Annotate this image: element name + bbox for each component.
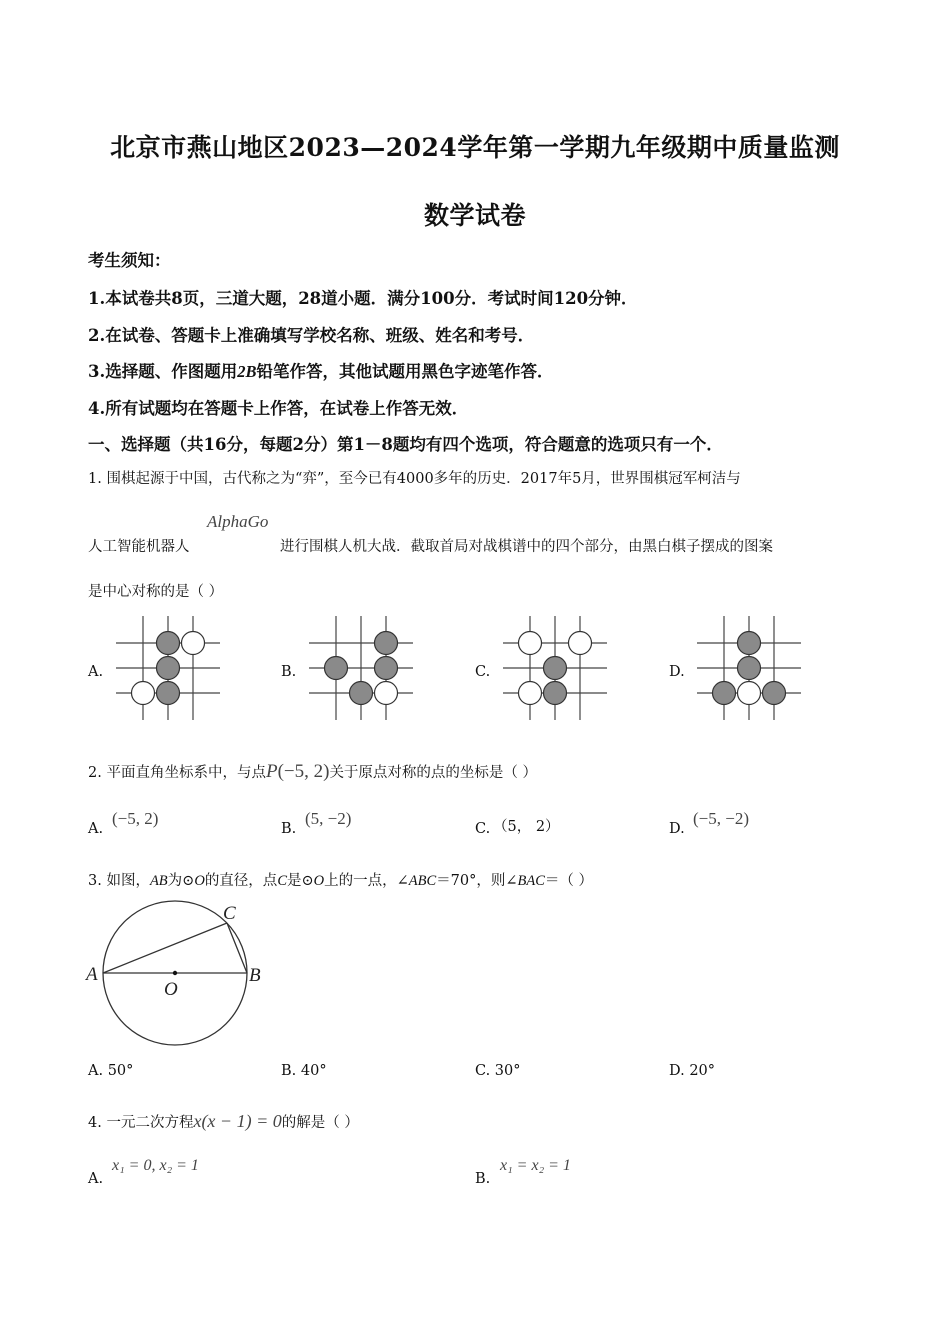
white-stone — [519, 632, 542, 655]
black-stone — [763, 682, 786, 705]
notice-item-3 — [88, 358, 554, 382]
q2-text-b: 关于原点对称的点的坐标是（ ） — [329, 765, 538, 781]
q4-text-b: 的解是（ ） — [281, 1115, 359, 1131]
white-stone — [375, 682, 398, 705]
notice-heading: 考生须知： — [88, 251, 171, 270]
q3-circle-o: O — [194, 873, 205, 889]
q4-option-b-label: B. — [475, 1171, 491, 1187]
q3-option-b: B. 40° — [281, 1063, 327, 1079]
notice-item-1: 1.本试卷共8页，三道大题，28道小题．满分100分．考试时间120分钟． — [88, 289, 638, 308]
page-title: 北京市燕山地区2023—2024学年第一学期九年级期中质量监测 — [110, 133, 840, 162]
q2-option-d-value: (−5, −2) — [693, 809, 749, 828]
label-o: O — [164, 979, 178, 1000]
q3-angle-bac: BAC — [517, 873, 545, 889]
q3-text-a: 3. 如图， — [88, 873, 150, 889]
black-stone — [375, 657, 398, 680]
go-diagram-d — [697, 616, 801, 720]
black-stone — [375, 632, 398, 655]
alphago-label: AlphaGo — [207, 512, 269, 531]
white-stone — [519, 682, 542, 705]
q1-line2a: 人工智能机器人 — [88, 539, 190, 555]
go-diagram-b — [309, 616, 413, 720]
q3-point-c: C — [277, 873, 287, 889]
label-b: B — [249, 965, 261, 986]
q3-text-e: 上的一点，∠ — [324, 873, 409, 889]
black-stone — [157, 632, 180, 655]
q3-text-f: ＝70°，则∠ — [436, 873, 518, 889]
q4-equation: x(x − 1) = 0 — [193, 1111, 282, 1131]
q4-question — [88, 1111, 359, 1132]
notice-item-4: 4.所有试题均在答题卡上作答，在试卷上作答无效． — [88, 399, 469, 418]
label-a: A — [86, 964, 98, 985]
notice-item-2: 2.在试卷、答题卡上准确填写学校名称、班级、姓名和考号． — [88, 326, 535, 345]
q3-segment-ab: AB — [149, 873, 168, 889]
q3-circle-o-2: O — [313, 873, 325, 889]
q3-angle-abc: ABC — [408, 873, 437, 889]
q1-line2b: 进行围棋人机大战．截取首局对战棋谱中的四个部分，由黑白棋子摆成的图案 — [280, 539, 773, 555]
black-stone — [157, 682, 180, 705]
q1-line3: 是中心对称的是（ ） — [88, 584, 224, 600]
q1-option-b-label: B. — [281, 664, 297, 680]
go-diagram-c — [503, 616, 607, 720]
go-diagram-a — [116, 616, 220, 720]
q1-option-c-label: C. — [475, 664, 491, 680]
q2-option-c-value: （5， 2） — [493, 819, 560, 835]
white-stone — [182, 632, 205, 655]
q2-text-a: 2. 平面直角坐标系中，与点 — [88, 765, 266, 781]
black-stone — [713, 682, 736, 705]
q3-text-d: 是⊙ — [286, 873, 314, 889]
black-stone — [738, 657, 761, 680]
q1-option-a-label: A. — [88, 664, 104, 680]
white-stone — [132, 682, 155, 705]
q3-option-c: C. 30° — [475, 1063, 521, 1079]
q2-question — [88, 761, 537, 783]
q3-option-d: D. 20° — [669, 1063, 716, 1079]
center-dot — [173, 971, 177, 975]
q2-option-a-value: (−5, 2) — [112, 809, 159, 828]
label-c: C — [223, 903, 236, 924]
q2-option-c-label: C. — [475, 821, 491, 837]
q3-question — [88, 869, 593, 890]
chord-ac — [103, 923, 227, 973]
page-subtitle: 数学试卷 — [423, 201, 526, 230]
pencil-grade: 2B — [237, 362, 257, 381]
chord-bc — [227, 923, 247, 973]
q2-option-a-label: A. — [88, 821, 104, 837]
black-stone — [544, 657, 567, 680]
q3-text-b: 为⊙ — [167, 873, 195, 889]
q4-option-b-value: x₁ = x₂ = 1 — [500, 1157, 571, 1174]
q2-option-d-label: D. — [669, 821, 685, 837]
q3-option-a: A. 50° — [88, 1063, 134, 1079]
q2-option-b-label: B. — [281, 821, 297, 837]
q1-line1: 1. 围棋起源于中国，古代称之为“弈”，至今已有4000多年的历史．2017年5月，世界围棋冠军柯洁与 — [88, 471, 741, 487]
notice-item-3-rest: 铅笔作答，其他试题用黑色字迹笔作答． — [256, 362, 554, 381]
q2-option-b-value: (5, −2) — [305, 809, 352, 828]
q4-option-a-label: A. — [88, 1171, 104, 1187]
black-stone — [544, 682, 567, 705]
notice-item-3-text: 3.选择题、作图题用 — [88, 362, 238, 381]
q4-text-a: 4. 一元二次方程 — [88, 1115, 194, 1131]
q1-option-d-label: D. — [669, 664, 685, 680]
black-stone — [738, 632, 761, 655]
black-stone — [350, 682, 373, 705]
q2-point-coords: (−5, 2) — [277, 761, 330, 782]
black-stone — [157, 657, 180, 680]
q2-point-name: P — [265, 761, 278, 782]
q3-text-c: 的直径，点 — [204, 873, 278, 889]
q3-text-g: ＝（ ） — [544, 873, 594, 889]
white-stone — [738, 682, 761, 705]
q3-circle-figure — [84, 900, 274, 1050]
q4-option-a-value: x₁ = 0, x₂ = 1 — [112, 1157, 199, 1174]
section-heading: 一、选择题（共16分，每题2分）第1－8题均有四个选项，符合题意的选项只有一个． — [88, 435, 723, 454]
black-stone — [325, 657, 348, 680]
white-stone — [569, 632, 592, 655]
